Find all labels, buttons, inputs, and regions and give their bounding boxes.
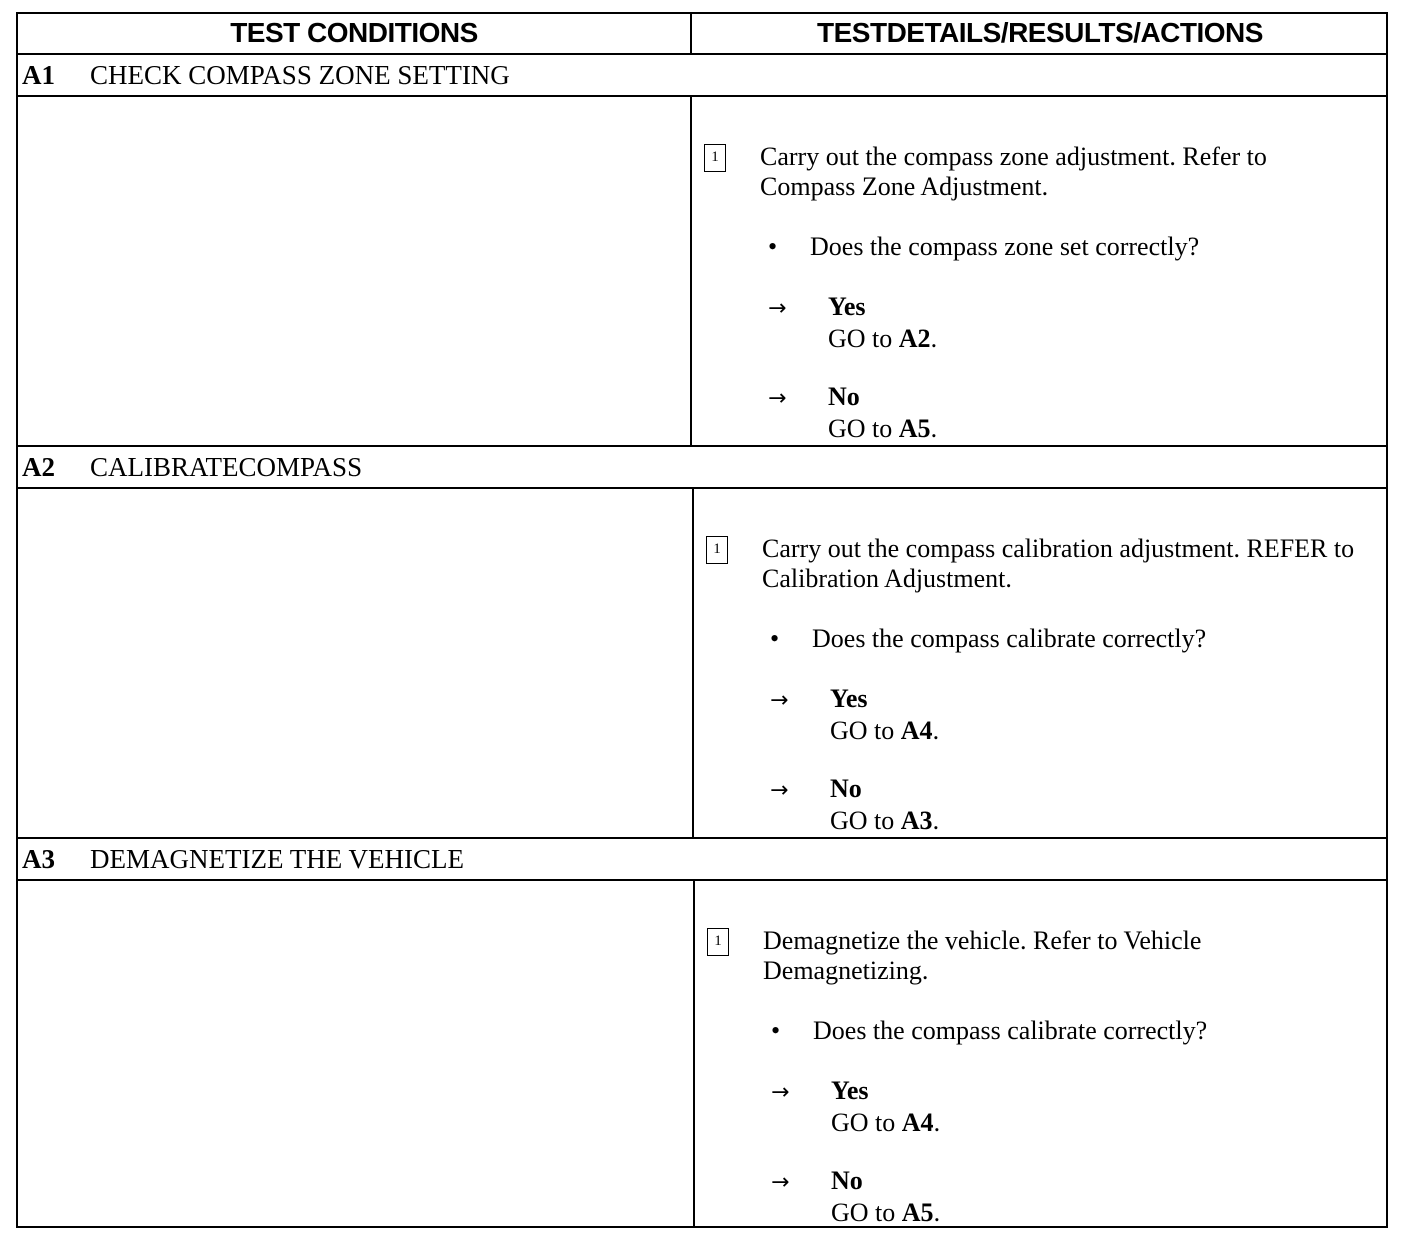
step-question [768, 232, 1358, 262]
column-divider [692, 488, 694, 838]
goto-suffix: . [933, 1198, 941, 1227]
diagnostic-table [16, 12, 1388, 1228]
answer-label: No [830, 774, 862, 803]
header-test-conditions: TEST CONDITIONS [230, 17, 478, 48]
goto-instruction [768, 324, 1268, 354]
arrow-right-icon: → [770, 778, 789, 803]
section-rule [16, 879, 1388, 881]
section-title-text: CHECK COMPASS ZONE SETTING [90, 59, 510, 90]
no-branch [771, 1166, 1271, 1228]
bullet-icon: • [771, 1016, 781, 1045]
yes-branch [768, 292, 1268, 354]
goto-prefix: GO to [828, 324, 893, 353]
section-code: A3 [22, 843, 55, 874]
section-rule [16, 487, 1388, 489]
answer-label: Yes [831, 1076, 869, 1105]
step-a1 [704, 142, 1374, 442]
goto-target-link[interactable]: A4 [900, 716, 933, 745]
goto-target-link[interactable]: A5 [901, 1198, 934, 1227]
goto-prefix: GO to [828, 414, 893, 443]
answer-label: Yes [828, 292, 866, 321]
step-question [770, 624, 1360, 654]
section-title-a3 [22, 839, 464, 879]
step-instruction: Carry out the compass zone adjustment. Refer to Compass Zone Adjustment. [760, 142, 1267, 201]
goto-target-link[interactable]: A2 [898, 324, 931, 353]
step-instruction: Demagnetize the vehicle. Refer to Vehicle Demagnetizing. [763, 926, 1202, 985]
bullet-icon: • [768, 232, 778, 261]
question-text: Does the compass zone set correctly? [810, 232, 1200, 261]
goto-target-link[interactable]: A3 [900, 806, 933, 835]
step-question [771, 1016, 1361, 1046]
step-instruction: Carry out the compass calibration adjustment. REFER to Calibration Adjustment. [762, 534, 1355, 593]
goto-suffix: . [932, 716, 940, 745]
step-a3 [707, 926, 1377, 1227]
goto-suffix: . [933, 1108, 941, 1137]
section-title-a2 [22, 447, 362, 487]
answer-label: No [828, 382, 860, 411]
step-number-box: 1 [707, 928, 729, 956]
goto-suffix: . [930, 414, 938, 443]
goto-instruction [770, 716, 1270, 746]
header-divider [690, 12, 692, 54]
answer-label: Yes [830, 684, 868, 713]
section-code: A2 [22, 451, 55, 482]
arrow-right-icon: → [768, 296, 787, 321]
arrow-right-icon: → [770, 688, 789, 713]
no-branch [770, 774, 1270, 836]
goto-suffix: . [930, 324, 938, 353]
section-code: A1 [22, 59, 55, 90]
goto-target-link[interactable]: A5 [898, 414, 931, 443]
goto-instruction [768, 414, 1268, 444]
goto-target-link[interactable]: A4 [901, 1108, 934, 1137]
arrow-right-icon: → [768, 386, 787, 411]
arrow-right-icon: → [771, 1080, 790, 1105]
yes-branch [770, 684, 1270, 746]
column-divider [690, 96, 692, 446]
column-divider [693, 880, 695, 1228]
question-text: Does the compass calibrate correctly? [813, 1016, 1208, 1045]
header-test-details: TESTDETAILS/RESULTS/ACTIONS [817, 17, 1263, 48]
goto-prefix: GO to [831, 1108, 896, 1137]
step-number-box: 1 [704, 144, 726, 172]
no-branch [768, 382, 1268, 444]
goto-suffix: . [932, 806, 940, 835]
step-a2 [706, 534, 1376, 834]
answer-label: No [831, 1166, 863, 1195]
goto-instruction [771, 1198, 1271, 1228]
question-text: Does the compass calibrate correctly? [812, 624, 1207, 653]
goto-instruction [771, 1108, 1271, 1138]
goto-prefix: GO to [830, 806, 895, 835]
goto-instruction [770, 806, 1270, 836]
section-title-text: DEMAGNETIZE THE VEHICLE [90, 843, 464, 874]
goto-prefix: GO to [830, 716, 895, 745]
section-rule [16, 95, 1388, 97]
section-title-a1 [22, 55, 510, 95]
step-number-box: 1 [706, 536, 728, 564]
section-title-text: CALIBRATECOMPASS [90, 451, 363, 482]
bullet-icon: • [770, 624, 780, 653]
goto-prefix: GO to [831, 1198, 896, 1227]
arrow-right-icon: → [771, 1170, 790, 1195]
yes-branch [771, 1076, 1271, 1138]
